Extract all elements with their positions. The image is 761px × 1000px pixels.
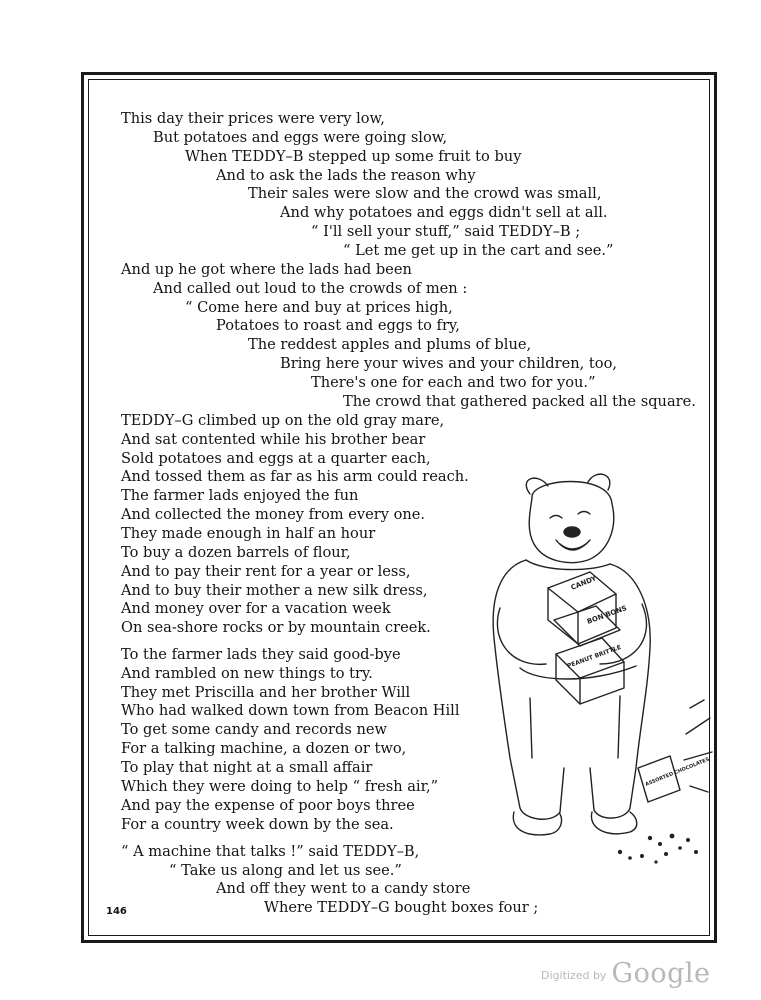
poem-line: And collected the money from every one. [121,506,426,523]
poem-line: This day their prices were very low, [121,110,385,127]
poem-line: And to buy their mother a new silk dress, [121,582,428,599]
poem-line: To get some candy and records new [121,721,388,738]
bear-with-candy-boxes-illustration [460,468,715,868]
chocolates-box-label: ASSORTED CHOCOLATES [644,756,711,788]
watermark-prefix: Digitized by [541,969,607,982]
poem-line: The crowd that gathered packed all the square. [343,393,696,410]
poem-line: Where TEDDY–G bought boxes four ; [264,899,539,916]
bonbons-box-label: BON BONS [585,604,628,626]
poem-line: “ I'll sell your stuff,” said TEDDY–B ; [311,223,581,240]
poem-line: Bring here your wives and your children, too, [280,355,617,372]
page-number: 146 [106,906,127,917]
poem-line: The farmer lads enjoyed the fun [121,487,359,504]
poem-line: On sea-shore rocks or by mountain creek. [121,619,431,636]
poem-line: “ A machine that talks !” said TEDDY–B, [121,843,420,860]
poem-line: And called out loud to the crowds of men : [153,280,468,297]
poem-line: TEDDY–G climbed up on the old gray mare, [121,412,445,429]
poem-line: For a talking machine, a dozen or two, [121,740,407,757]
poem-line: To buy a dozen barrels of flour, [121,544,351,561]
poem-line: And pay the expense of poor boys three [121,797,415,814]
poem-line: “ Let me get up in the cart and see.” [343,242,614,259]
poem-line: For a country week down by the sea. [121,816,394,833]
google-logo-text: Google [611,958,711,989]
poem-line: Who had walked down town from Beacon Hill [121,702,460,719]
poem-line: “ Come here and buy at prices high, [185,299,453,316]
poem-line: And rambled on new things to try. [121,665,373,682]
poem-line: There's one for each and two for you.” [311,374,596,391]
poem-line: And to pay their rent for a year or less, [121,563,411,580]
poem-line: And tossed them as far as his arm could reach. [121,468,469,485]
poem-line: They met Priscilla and her brother Will [121,684,411,701]
poem-line: Which they were doing to help “ fresh air,” [121,778,439,795]
poem-line: Potatoes to roast and eggs to fry, [216,317,460,334]
poem-line: To the farmer lads they said good-bye [121,646,401,663]
poem-line: Their sales were slow and the crowd was small, [248,185,602,202]
poem-line: And off they went to a candy store [216,880,471,897]
poem-line: To play that night at a small affair [121,759,373,776]
peanut-brittle-box-label: PEANUT BRITTLE [566,643,623,670]
candy-box-label: CANDY [569,574,598,592]
poem-line: When TEDDY–B stepped up some fruit to buy [185,148,522,165]
poem-line: They made enough in half an hour [121,525,376,542]
poem-line: The reddest apples and plums of blue, [248,336,532,353]
poem-line: And to ask the lads the reason why [216,167,476,184]
poem-line: Sold potatoes and eggs at a quarter each, [121,450,431,467]
digitized-by-google-watermark [541,958,711,989]
poem-line: And why potatoes and eggs didn't sell at all. [280,204,608,221]
poem-line: And sat contented while his brother bear [121,431,426,448]
poem-line: And up he got where the lads had been [121,261,412,278]
poem-line: But potatoes and eggs were going slow, [153,129,448,146]
poem-line: “ Take us along and let us see.” [169,862,402,879]
poem-line: And money over for a vacation week [121,600,391,617]
